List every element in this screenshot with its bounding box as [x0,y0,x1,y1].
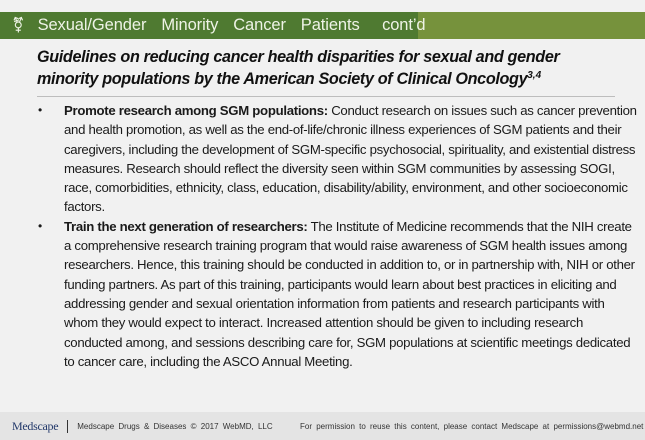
subtitle-text: Guidelines on reducing cancer health disparities for sexual and gender minority populations by the American Society of Clinical Oncology [37,48,560,88]
bullet-item [38,101,638,217]
slide-subtitle [37,46,617,90]
footer-permission: For permission to reuse this content, please contact Medscape at permissions@webmd.net [300,421,644,431]
bullet-body: Conduct research on issues such as cancer prevention and health promotion, as well as the end-of-life/chronic illness experiences of SGM patients and their caregivers, including the development of SGM-specific psychosocial, spirituality, and existential distress measures. Research should reflect the diversity seen within SGM communities by assessing SOGI, race, comorbidities, ethnicity, class, education, disability/ability, environment, and other socioeconomic factors. [64,103,637,215]
title-bar [0,12,426,39]
medscape-logo: Medscape [12,418,59,433]
transgender-symbol-icon: ⚧ [12,16,25,34]
title-banner [0,12,645,39]
bullet-icon: • [38,103,42,117]
bullet-icon: • [38,218,42,233]
bullet-item [38,217,638,371]
bullet-body: The Institute of Medicine recommends that the NIH create a comprehensive research training program that would raise awareness of SGM health issues among researchers. Hence, this training should be conducted in addition to, or in partnership with, NIH or other funding partners. As part of this training, participants would learn about best practices in eliciting and addressing gender and sexual orientation information from patients and research participants with whom they would expect to interact. Increased attention should be given to including research conducted among, and sessions describing care for, SGM populations at scientific meetings dedicated to cancer care, including the ASCO Annual Meeting. [64,218,635,369]
divider [37,96,615,97]
footer-copyright: Medscape Drugs & Diseases © 2017 WebMD, LLC [77,421,273,431]
subtitle-reference: 3,4 [527,70,542,81]
slide-title: Sexual/Gender Minority Cancer Patients cont’d [37,16,426,34]
footer [0,412,645,440]
footer-separator [67,420,68,433]
bullet-list [38,101,638,371]
bullet-heading: Train the next generation of researchers: [64,218,308,234]
bullet-heading: Promote research among SGM populations: [64,103,328,118]
